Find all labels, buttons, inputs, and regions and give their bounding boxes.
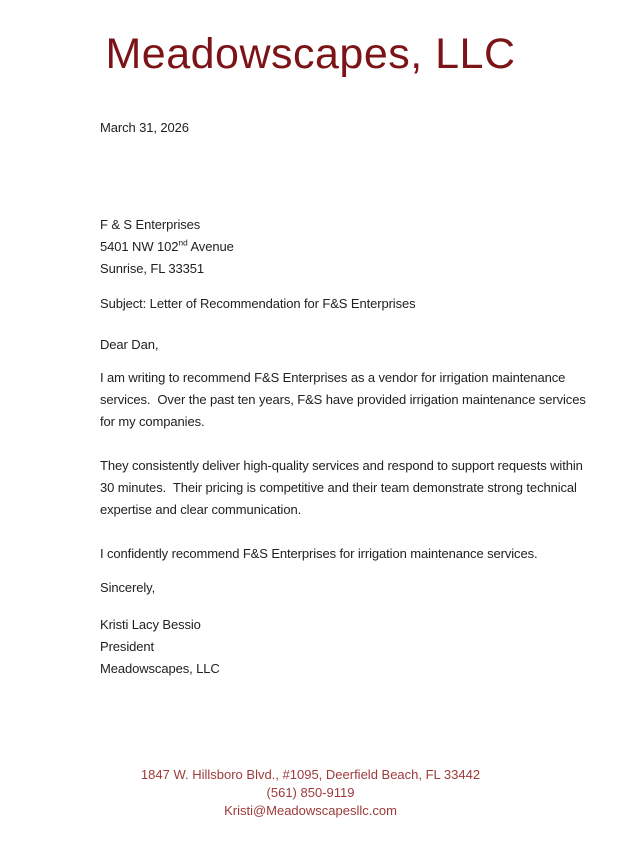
footer-phone: (561) 850-9119 [266,785,355,800]
subject-line: Subject: Letter of Recommendation for F&S Enterprises [100,296,416,312]
recipient-street-name: Avenue [187,239,234,255]
signature-block [100,614,586,680]
salutation: Dear Dan, [100,337,159,353]
signer-name: Kristi Lacy Bessio [100,617,201,633]
recipient-street [100,236,586,258]
letterhead [0,0,621,79]
letter-date: March 31, 2026 [100,120,189,136]
letter-footer [0,766,621,820]
footer-email: Kristi@Meadowscapesllc.com [224,803,397,818]
recipient-name: F & S Enterprises [100,217,201,233]
paragraph-3: I confidently recommend F&S Enterprises for irrigation maintenance services. [100,546,538,562]
recipient-city-state-zip: Sunrise, FL 33351 [100,261,205,277]
recipient-street-ordinal: nd [178,238,188,249]
paragraph-2: They consistently deliver high-quality services and respond to support requests within 30 minutes. Their pricing is competitive and their team demonstrate strong technical expertise and clear communication. [100,458,587,518]
recipient-street-number: 5401 NW 102 [100,239,179,255]
letter-body [0,117,621,680]
closing: Sincerely, [100,580,156,596]
paragraph-1: I am writing to recommend F&S Enterprises as a vendor for irrigation maintenance services. Over the past ten years, F&S have provided irrigation maintenance services for my companies. [100,370,590,430]
footer-address: 1847 W. Hillsboro Blvd., #1095, Deerfield Beach, FL 33442 [140,767,481,782]
company-name-title: Meadowscapes, LLC [105,30,516,78]
recipient-address-block [100,214,586,280]
signer-title: President [100,639,155,655]
signer-company: Meadowscapes, LLC [100,661,220,677]
